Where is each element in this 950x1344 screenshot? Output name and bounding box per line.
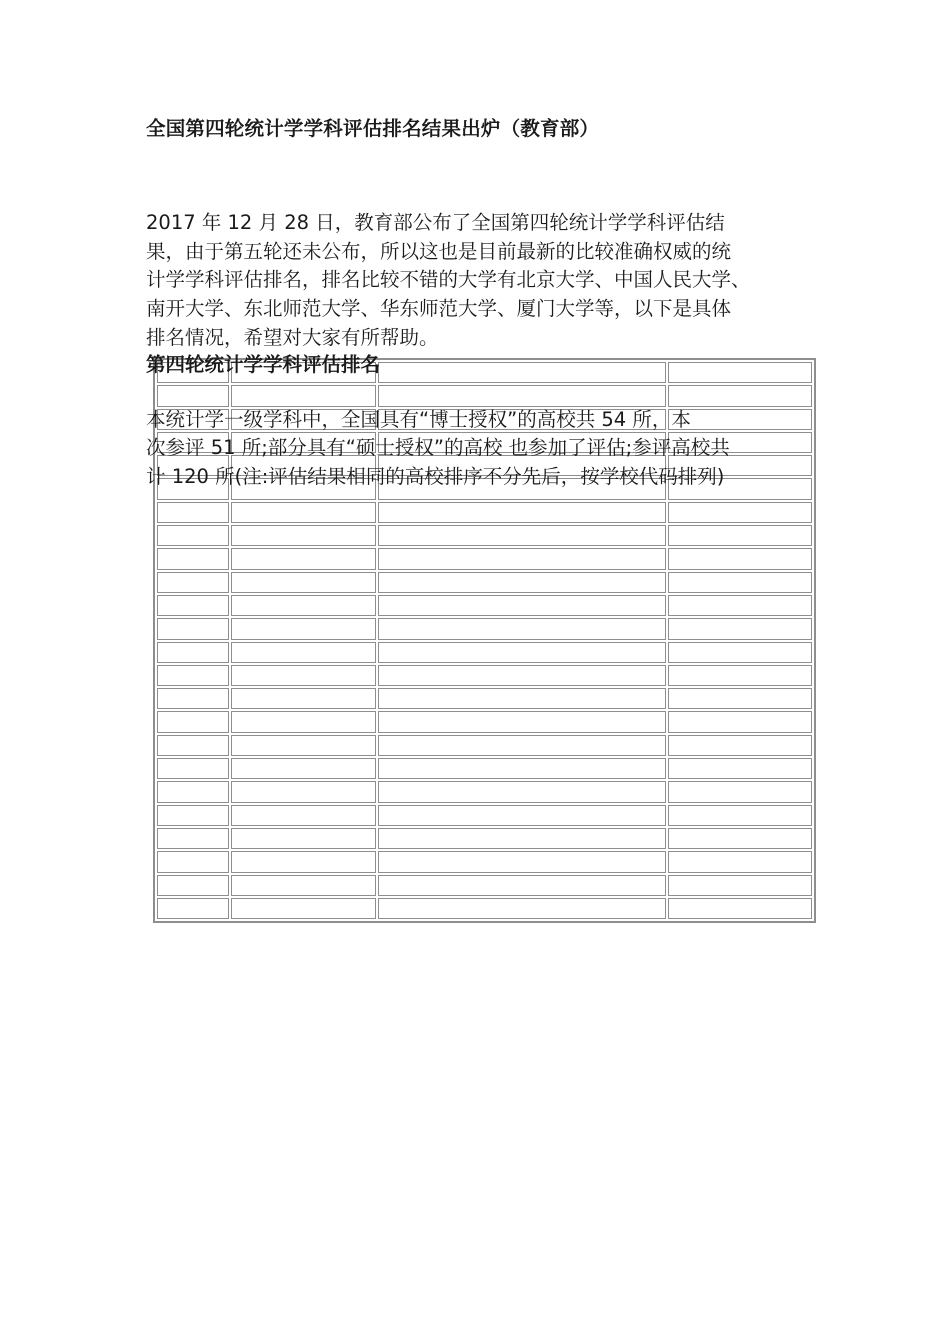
table-cell bbox=[668, 362, 812, 383]
table-cell bbox=[231, 851, 376, 872]
table-cell bbox=[157, 665, 229, 686]
table-cell bbox=[668, 385, 812, 406]
table-row bbox=[157, 781, 812, 802]
table-cell bbox=[157, 688, 229, 709]
table-cell bbox=[231, 758, 376, 779]
table-cell bbox=[157, 851, 229, 872]
table-cell bbox=[157, 618, 229, 639]
table-cell bbox=[378, 385, 666, 406]
table-cell bbox=[668, 875, 812, 896]
table-cell bbox=[231, 898, 376, 919]
table-cell bbox=[231, 688, 376, 709]
table-cell bbox=[157, 898, 229, 919]
table-row bbox=[157, 828, 812, 849]
table-cell bbox=[231, 595, 376, 616]
table-cell bbox=[378, 548, 666, 569]
intro-paragraph: 2017 年 12 月 28 日，教育部公布了全国第四轮统计学学科评估结 果，由于第五轮还未公布，所以这也是目前最新的比较准确权威的统 计学学科评估排名，排名比较不错的大学有北京大学、中国人民大学、 南开大学、东北师范大学、华东师范大学、厦门大学等，以下是具体 排名情况，希望对大家有所帮助。 bbox=[146, 211, 751, 349]
table-cell bbox=[378, 525, 666, 546]
table-cell bbox=[157, 642, 229, 663]
table-row bbox=[157, 851, 812, 872]
table-cell bbox=[157, 805, 229, 826]
table-cell bbox=[378, 781, 666, 802]
table-cell bbox=[378, 362, 666, 383]
table-cell bbox=[231, 735, 376, 756]
table-row bbox=[157, 875, 812, 896]
table-cell bbox=[157, 735, 229, 756]
section-title: 第四轮统计学学科评估排名 bbox=[146, 353, 381, 376]
table-cell bbox=[378, 688, 666, 709]
table-cell bbox=[378, 805, 666, 826]
table-cell bbox=[231, 711, 376, 732]
table-row bbox=[157, 548, 812, 569]
table-cell bbox=[668, 618, 812, 639]
table-cell bbox=[378, 875, 666, 896]
table-row bbox=[157, 595, 812, 616]
table-cell bbox=[231, 548, 376, 569]
table-cell bbox=[378, 572, 666, 593]
table-cell bbox=[668, 711, 812, 732]
table-cell bbox=[231, 875, 376, 896]
table-cell bbox=[378, 595, 666, 616]
table-cell bbox=[668, 595, 812, 616]
table-cell bbox=[668, 828, 812, 849]
table-cell bbox=[231, 385, 376, 406]
table-cell bbox=[378, 851, 666, 872]
table-cell bbox=[231, 642, 376, 663]
table-row bbox=[157, 898, 812, 919]
table-cell bbox=[378, 898, 666, 919]
table-cell bbox=[668, 898, 812, 919]
table-row bbox=[157, 688, 812, 709]
table-row bbox=[157, 572, 812, 593]
table-row bbox=[157, 525, 812, 546]
table-cell bbox=[231, 665, 376, 686]
table-cell bbox=[231, 805, 376, 826]
table-cell bbox=[157, 875, 229, 896]
table-cell bbox=[668, 525, 812, 546]
table-row bbox=[157, 502, 812, 523]
table-cell bbox=[231, 828, 376, 849]
table-row bbox=[157, 735, 812, 756]
table-cell bbox=[157, 525, 229, 546]
table-cell bbox=[668, 851, 812, 872]
table-cell bbox=[231, 502, 376, 523]
table-cell bbox=[668, 665, 812, 686]
table-cell bbox=[668, 781, 812, 802]
table-cell bbox=[378, 758, 666, 779]
table-row bbox=[157, 758, 812, 779]
table-cell bbox=[668, 642, 812, 663]
table-cell bbox=[157, 385, 229, 406]
table-cell bbox=[231, 618, 376, 639]
table-cell bbox=[231, 572, 376, 593]
table-cell bbox=[668, 502, 812, 523]
table-row bbox=[157, 665, 812, 686]
table-cell bbox=[157, 828, 229, 849]
table-cell bbox=[668, 805, 812, 826]
table-cell bbox=[378, 502, 666, 523]
table-row bbox=[157, 642, 812, 663]
table-cell bbox=[157, 781, 229, 802]
table-cell bbox=[157, 711, 229, 732]
table-cell bbox=[231, 781, 376, 802]
table-row bbox=[157, 618, 812, 639]
table-cell bbox=[157, 548, 229, 569]
page-title: 全国第四轮统计学学科评估排名结果出炉（教育部） bbox=[146, 117, 600, 140]
table-cell bbox=[231, 525, 376, 546]
table-cell bbox=[378, 828, 666, 849]
table-cell bbox=[378, 665, 666, 686]
table-cell bbox=[157, 572, 229, 593]
table-cell bbox=[378, 711, 666, 732]
table-row bbox=[157, 711, 812, 732]
table-cell bbox=[157, 502, 229, 523]
table-cell bbox=[668, 572, 812, 593]
table-row bbox=[157, 805, 812, 826]
table-cell bbox=[668, 688, 812, 709]
table-cell bbox=[157, 758, 229, 779]
table-cell bbox=[157, 595, 229, 616]
table-cell bbox=[668, 758, 812, 779]
table-cell bbox=[378, 735, 666, 756]
table-cell bbox=[668, 548, 812, 569]
table-cell bbox=[668, 735, 812, 756]
table-cell bbox=[378, 618, 666, 639]
description-paragraph: 本统计学一级学科中，全国具有“博士授权”的高校共 54 所，本 次参评 51 所;部分具有“硕士授权”的高校 也参加了评估;参评高校共 计 120 所(注:评估结果相同的高校排序不分先后，按学校代码排列) bbox=[146, 408, 730, 488]
table-cell bbox=[378, 642, 666, 663]
table-row bbox=[157, 385, 812, 406]
